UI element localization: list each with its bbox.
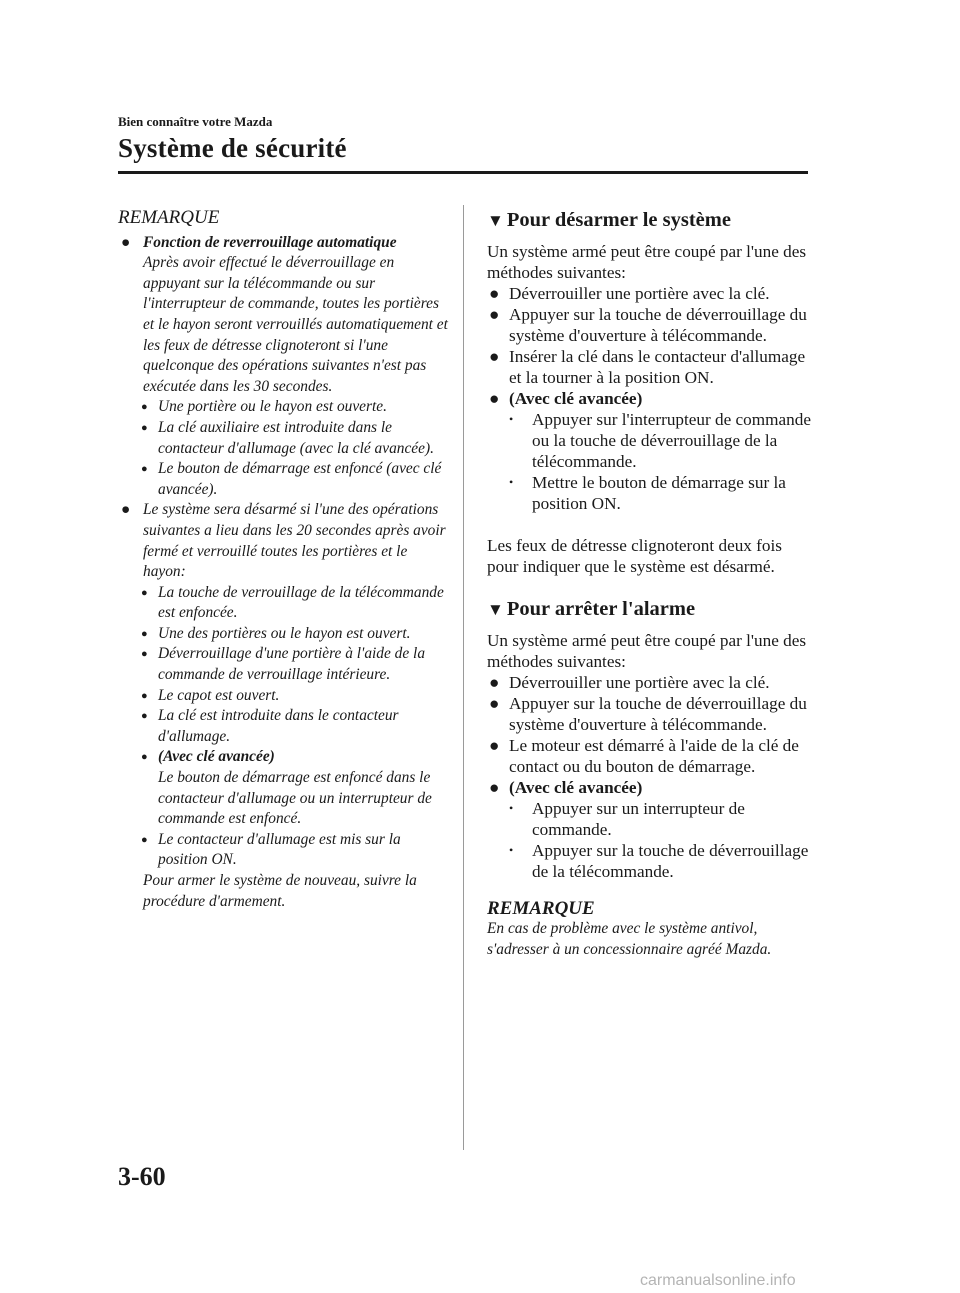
list-item: ● Le moteur est démarré à l'aide de la clé de contact ou du bouton de démarrage. [489, 736, 799, 776]
list-item: • Mettre le bouton de démarrage sur la position ON. [509, 473, 786, 513]
bullet-icon: ● [141, 463, 148, 476]
bullet-icon: ● [489, 778, 500, 797]
bullet-icon: ● [489, 284, 500, 303]
bullet-icon: ● [141, 751, 148, 764]
bullet-text: Le système sera désarmé si l'une des opérations suivantes a lieu dans les 20 secondes après avoir fermé et verrouillé toutes les portières et le hayon: [143, 501, 446, 581]
bullet-icon: ● [141, 710, 148, 723]
page-number: 3-60 [118, 1162, 166, 1191]
list-item: ● Insérer la clé dans le contacteur d'allumage et la tourner à la position ON. [489, 347, 806, 387]
list-item: ● (Avec clé avancée) [489, 389, 643, 408]
note-title: REMARQUE [487, 898, 595, 919]
bullet-icon: ● [141, 586, 148, 599]
bullet-icon: • [509, 801, 514, 815]
triangle-down-icon: ▼ [487, 211, 504, 230]
bullet-icon: ● [141, 401, 148, 414]
note-title: REMARQUE [118, 207, 220, 228]
list-item: ● La clé auxiliaire est introduite dans le contacteur d'allumage (avec la clé avancée). [141, 418, 434, 457]
bullet-text: Après avoir effectué le déverrouillage en appuyant sur la télécommande ou sur l'interrupteur de commande, toutes les portières et le hayon seront verrouillés automatiquement et les feux de détresse clignoteront si l'une quelconque des opérations suivantes n'est pas exécutée dans les 30 secondes. [143, 254, 448, 395]
list-item: ● Une des portières ou le hayon est ouvert. [118, 624, 448, 645]
section-intro: Un système armé peut être coupé par l'une des méthodes suivantes: [487, 242, 807, 282]
title-rule [118, 171, 808, 174]
bullet-icon: ● [141, 689, 148, 702]
column-divider [463, 205, 464, 1150]
bullet-heading: Fonction de reverrouillage automatique [143, 233, 397, 251]
bullet-icon: • [509, 843, 514, 857]
list-item: ● Déverrouillage d'une portière à l'aide de la commande de verrouillage intérieure. [141, 645, 426, 684]
bullet-icon: ● [121, 233, 131, 251]
bullet-icon: ● [489, 305, 500, 324]
bullet-icon: • [509, 412, 514, 426]
watermark: carmanualsonline.info [640, 1272, 796, 1289]
list-item: ● La touche de verrouillage de la télécommande est enfoncée. [141, 583, 444, 622]
list-item: ● Déverrouiller une portière avec la clé. [489, 673, 770, 692]
bullet-icon: • [509, 475, 514, 489]
right-column [487, 210, 812, 960]
bullet-icon: ● [489, 347, 500, 366]
list-item: • Appuyer sur la touche de déverrouillage de la télécommande. [509, 841, 809, 881]
bullet-icon: ● [141, 421, 148, 434]
bullet-icon: ● [489, 389, 500, 408]
list-item [118, 233, 448, 398]
bullet-icon: ● [121, 501, 131, 519]
list-item: ● Déverrouiller une portière avec la clé. [489, 284, 770, 303]
page-title: Système de sécurité [118, 133, 347, 163]
list-item: ● Une portière ou le hayon est ouverte. [118, 397, 448, 418]
list-item: • Appuyer sur un interrupteur de commande. [509, 799, 745, 839]
bullet-icon: ● [489, 694, 500, 713]
section-heading: ▼ Pour arrêter l'alarme [487, 598, 696, 620]
list-item: ● Appuyer sur la touche de déverrouillage du système d'ouverture à télécommande. [489, 694, 807, 734]
list-item: ● Appuyer sur la touche de déverrouillage du système d'ouverture à télécommande. [489, 305, 807, 345]
bullet-icon: ● [141, 627, 148, 640]
section-kicker: Bien connaître votre Mazda [118, 114, 273, 129]
list-item: • Appuyer sur l'interrupteur de commande ou la touche de déverrouillage de la télécommande. [509, 410, 811, 471]
bullet-text: Le bouton de démarrage est enfoncé dans le contacteur d'allumage ou un interrupteur de commande est enfoncé. [158, 769, 432, 828]
list-item [118, 747, 448, 829]
triangle-down-icon: ▼ [487, 600, 504, 619]
left-column [118, 208, 448, 912]
list-item: ● La clé est introduite dans le contacteur d'allumage. [141, 707, 399, 745]
bullet-heading: (Avec clé avancée) [158, 748, 275, 766]
list-item: ● Le contacteur d'allumage est mis sur la position ON. [141, 830, 401, 869]
list-item [118, 500, 448, 582]
list-item: ● Le capot est ouvert. [118, 686, 448, 707]
list-item: ● (Avec clé avancée) [489, 778, 643, 797]
note-text: En cas de problème avec le système antivol, s'adresser à un concessionnaire agréé Mazda. [487, 920, 772, 958]
section-outro: Les feux de détresse clignoteront deux fois pour indiquer que le système est désarmé. [487, 536, 782, 576]
bullet-icon: ● [141, 833, 148, 846]
bullet-icon: ● [489, 673, 500, 692]
bullet-icon: ● [489, 736, 500, 755]
list-item: ● Le bouton de démarrage est enfoncé (avec clé avancée). [141, 460, 442, 498]
closing-text: Pour armer le système de nouveau, suivre la procédure d'armement. [143, 872, 417, 910]
section-intro: Un système armé peut être coupé par l'une des méthodes suivantes: [487, 631, 807, 671]
bullet-icon: ● [141, 648, 148, 661]
section-heading: ▼ Pour désarmer le système [487, 209, 731, 231]
